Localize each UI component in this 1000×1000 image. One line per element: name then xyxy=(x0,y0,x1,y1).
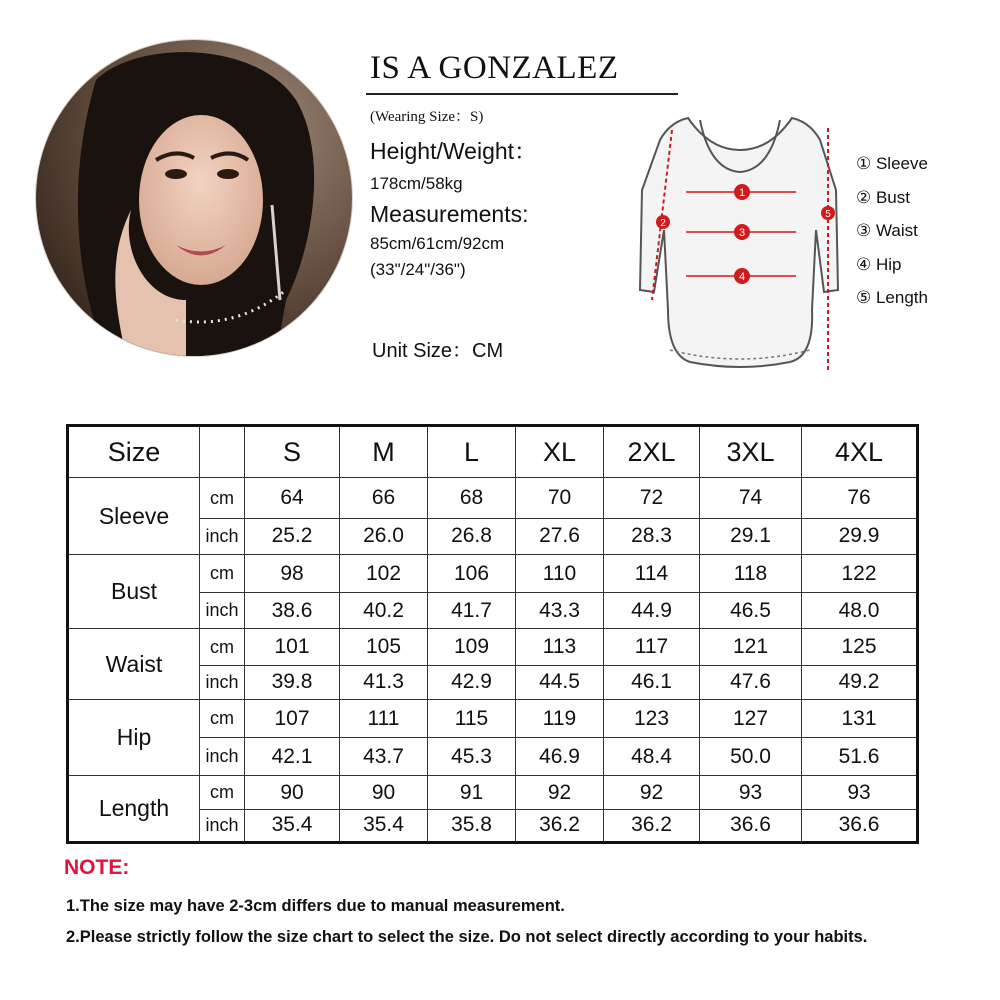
svg-text:2: 2 xyxy=(660,218,666,229)
brand-title: IS A GONZALEZ xyxy=(370,50,619,86)
cell-hip-inch: 46.9 xyxy=(516,738,604,776)
svg-text:5: 5 xyxy=(825,209,831,220)
cell-bust-cm: 102 xyxy=(340,554,428,592)
measurements-cm: 85cm/61cm/92cm xyxy=(370,234,505,253)
table-header-row xyxy=(68,426,918,478)
cell-hip-inch: 43.7 xyxy=(340,738,428,776)
svg-text:4: 4 xyxy=(738,271,746,283)
cell-hip-inch: 48.4 xyxy=(604,738,700,776)
unit-label-cm: cm xyxy=(200,554,245,592)
cell-waist-cm: 101 xyxy=(245,629,340,665)
cell-length-inch: 35.4 xyxy=(340,809,428,842)
cell-waist-inch: 39.8 xyxy=(245,665,340,699)
size-col-s: S xyxy=(245,426,340,478)
cell-length-inch: 35.4 xyxy=(245,809,340,842)
cell-bust-cm: 98 xyxy=(245,554,340,592)
height-weight-label: Height/Weight： xyxy=(370,138,538,164)
size-header: Size xyxy=(68,426,200,478)
note-title: NOTE: xyxy=(64,856,130,879)
cell-hip-cm: 131 xyxy=(802,699,918,737)
cell-sleeve-cm: 64 xyxy=(245,478,340,518)
measure-label-bust: Bust xyxy=(68,554,200,629)
cell-waist-cm: 117 xyxy=(604,629,700,665)
model-photo xyxy=(36,40,352,356)
unit-size: Unit Size：CM xyxy=(372,340,504,362)
cell-sleeve-cm: 74 xyxy=(700,478,802,518)
note-item-2: 2.Please strictly follow the size chart to select the size. Do not select directly according to your habits. xyxy=(66,928,868,946)
unit-header xyxy=(200,426,245,478)
cell-length-inch: 36.2 xyxy=(516,809,604,842)
unit-label-inch: inch xyxy=(200,665,245,699)
cell-hip-cm: 115 xyxy=(428,699,516,737)
legend-length: ⑤ Length xyxy=(856,288,928,308)
cell-bust-inch: 48.0 xyxy=(802,593,918,629)
cell-sleeve-cm: 76 xyxy=(802,478,918,518)
cell-sleeve-cm: 68 xyxy=(428,478,516,518)
cell-waist-inch: 41.3 xyxy=(340,665,428,699)
marker-5 xyxy=(821,206,835,220)
cell-waist-inch: 44.5 xyxy=(516,665,604,699)
cell-sleeve-inch: 28.3 xyxy=(604,518,700,554)
cell-sleeve-inch: 29.1 xyxy=(700,518,802,554)
cell-waist-cm: 125 xyxy=(802,629,918,665)
measurement-legend xyxy=(856,147,928,315)
cell-bust-inch: 46.5 xyxy=(700,593,802,629)
cell-hip-inch: 42.1 xyxy=(245,738,340,776)
table-row xyxy=(68,478,918,518)
cell-hip-inch: 51.6 xyxy=(802,738,918,776)
cell-length-cm: 93 xyxy=(700,776,802,809)
measurements-label: Measurements: xyxy=(370,201,529,227)
cell-bust-inch: 41.7 xyxy=(428,593,516,629)
cell-waist-inch: 47.6 xyxy=(700,665,802,699)
legend-hip: ④ Hip xyxy=(856,254,902,274)
marker-4 xyxy=(734,268,750,284)
table-body xyxy=(68,478,918,843)
size-col-m: M xyxy=(340,426,428,478)
table-row xyxy=(68,629,918,665)
unit-label-inch: inch xyxy=(200,593,245,629)
size-col-xl: XL xyxy=(516,426,604,478)
unit-label-cm: cm xyxy=(200,699,245,737)
unit-label-inch: inch xyxy=(200,738,245,776)
garment-diagram xyxy=(630,110,850,380)
brand-underline xyxy=(366,93,678,95)
cell-bust-inch: 38.6 xyxy=(245,593,340,629)
cell-sleeve-cm: 66 xyxy=(340,478,428,518)
cell-sleeve-inch: 29.9 xyxy=(802,518,918,554)
cell-hip-cm: 119 xyxy=(516,699,604,737)
cell-length-inch: 36.6 xyxy=(802,809,918,842)
cell-bust-cm: 106 xyxy=(428,554,516,592)
cell-waist-cm: 113 xyxy=(516,629,604,665)
cell-hip-cm: 127 xyxy=(700,699,802,737)
wearing-size: (Wearing Size：S) xyxy=(370,109,484,125)
cell-length-inch: 35.8 xyxy=(428,809,516,842)
cell-waist-inch: 49.2 xyxy=(802,665,918,699)
cell-length-cm: 93 xyxy=(802,776,918,809)
unit-label-inch: inch xyxy=(200,809,245,842)
cell-length-inch: 36.6 xyxy=(700,809,802,842)
cell-sleeve-cm: 72 xyxy=(604,478,700,518)
table-row xyxy=(68,554,918,592)
size-chart-table xyxy=(66,424,919,844)
cell-length-inch: 36.2 xyxy=(604,809,700,842)
cell-bust-cm: 114 xyxy=(604,554,700,592)
unit-label-cm: cm xyxy=(200,776,245,809)
size-col-4xl: 4XL xyxy=(802,426,918,478)
cell-sleeve-inch: 26.0 xyxy=(340,518,428,554)
cell-hip-inch: 45.3 xyxy=(428,738,516,776)
cell-bust-cm: 122 xyxy=(802,554,918,592)
cell-length-cm: 92 xyxy=(604,776,700,809)
legend-sleeve: ① Sleeve xyxy=(856,154,928,173)
cell-bust-inch: 43.3 xyxy=(516,593,604,629)
cell-length-cm: 90 xyxy=(245,776,340,809)
svg-text:1: 1 xyxy=(738,187,746,199)
cell-waist-inch: 46.1 xyxy=(604,665,700,699)
size-col-l: L xyxy=(428,426,516,478)
unit-label-inch: inch xyxy=(200,518,245,554)
legend-waist: ③ Waist xyxy=(856,221,918,241)
cell-hip-cm: 111 xyxy=(340,699,428,737)
cell-bust-inch: 40.2 xyxy=(340,593,428,629)
cell-sleeve-inch: 25.2 xyxy=(245,518,340,554)
size-col-3xl: 3XL xyxy=(700,426,802,478)
marker-3 xyxy=(734,224,750,240)
cell-bust-cm: 118 xyxy=(700,554,802,592)
unit-label-cm: cm xyxy=(200,478,245,518)
cell-hip-inch: 50.0 xyxy=(700,738,802,776)
measure-label-waist: Waist xyxy=(68,629,200,699)
cell-sleeve-cm: 70 xyxy=(516,478,604,518)
marker-2 xyxy=(656,215,670,229)
cell-length-cm: 90 xyxy=(340,776,428,809)
cell-bust-cm: 110 xyxy=(516,554,604,592)
cell-sleeve-inch: 27.6 xyxy=(516,518,604,554)
cell-waist-cm: 105 xyxy=(340,629,428,665)
cell-length-cm: 91 xyxy=(428,776,516,809)
note-item-1: 1.The size may have 2-3cm differs due to manual measurement. xyxy=(66,897,565,915)
measure-label-sleeve: Sleeve xyxy=(68,478,200,555)
measure-label-length: Length xyxy=(68,776,200,843)
legend-bust: ② Bust xyxy=(856,187,910,207)
cell-length-cm: 92 xyxy=(516,776,604,809)
marker-1 xyxy=(734,184,750,200)
height-weight-value: 178cm/58kg xyxy=(370,174,463,193)
svg-text:3: 3 xyxy=(738,227,746,239)
cell-bust-inch: 44.9 xyxy=(604,593,700,629)
table-row xyxy=(68,699,918,737)
table-row xyxy=(68,776,918,809)
measurements-inch: (33"/24"/36") xyxy=(370,260,466,279)
cell-waist-cm: 109 xyxy=(428,629,516,665)
cell-hip-cm: 123 xyxy=(604,699,700,737)
cell-waist-inch: 42.9 xyxy=(428,665,516,699)
cell-waist-cm: 121 xyxy=(700,629,802,665)
measure-label-hip: Hip xyxy=(68,699,200,776)
unit-label-cm: cm xyxy=(200,629,245,665)
cell-hip-cm: 107 xyxy=(245,699,340,737)
cell-sleeve-inch: 26.8 xyxy=(428,518,516,554)
size-col-2xl: 2XL xyxy=(604,426,700,478)
